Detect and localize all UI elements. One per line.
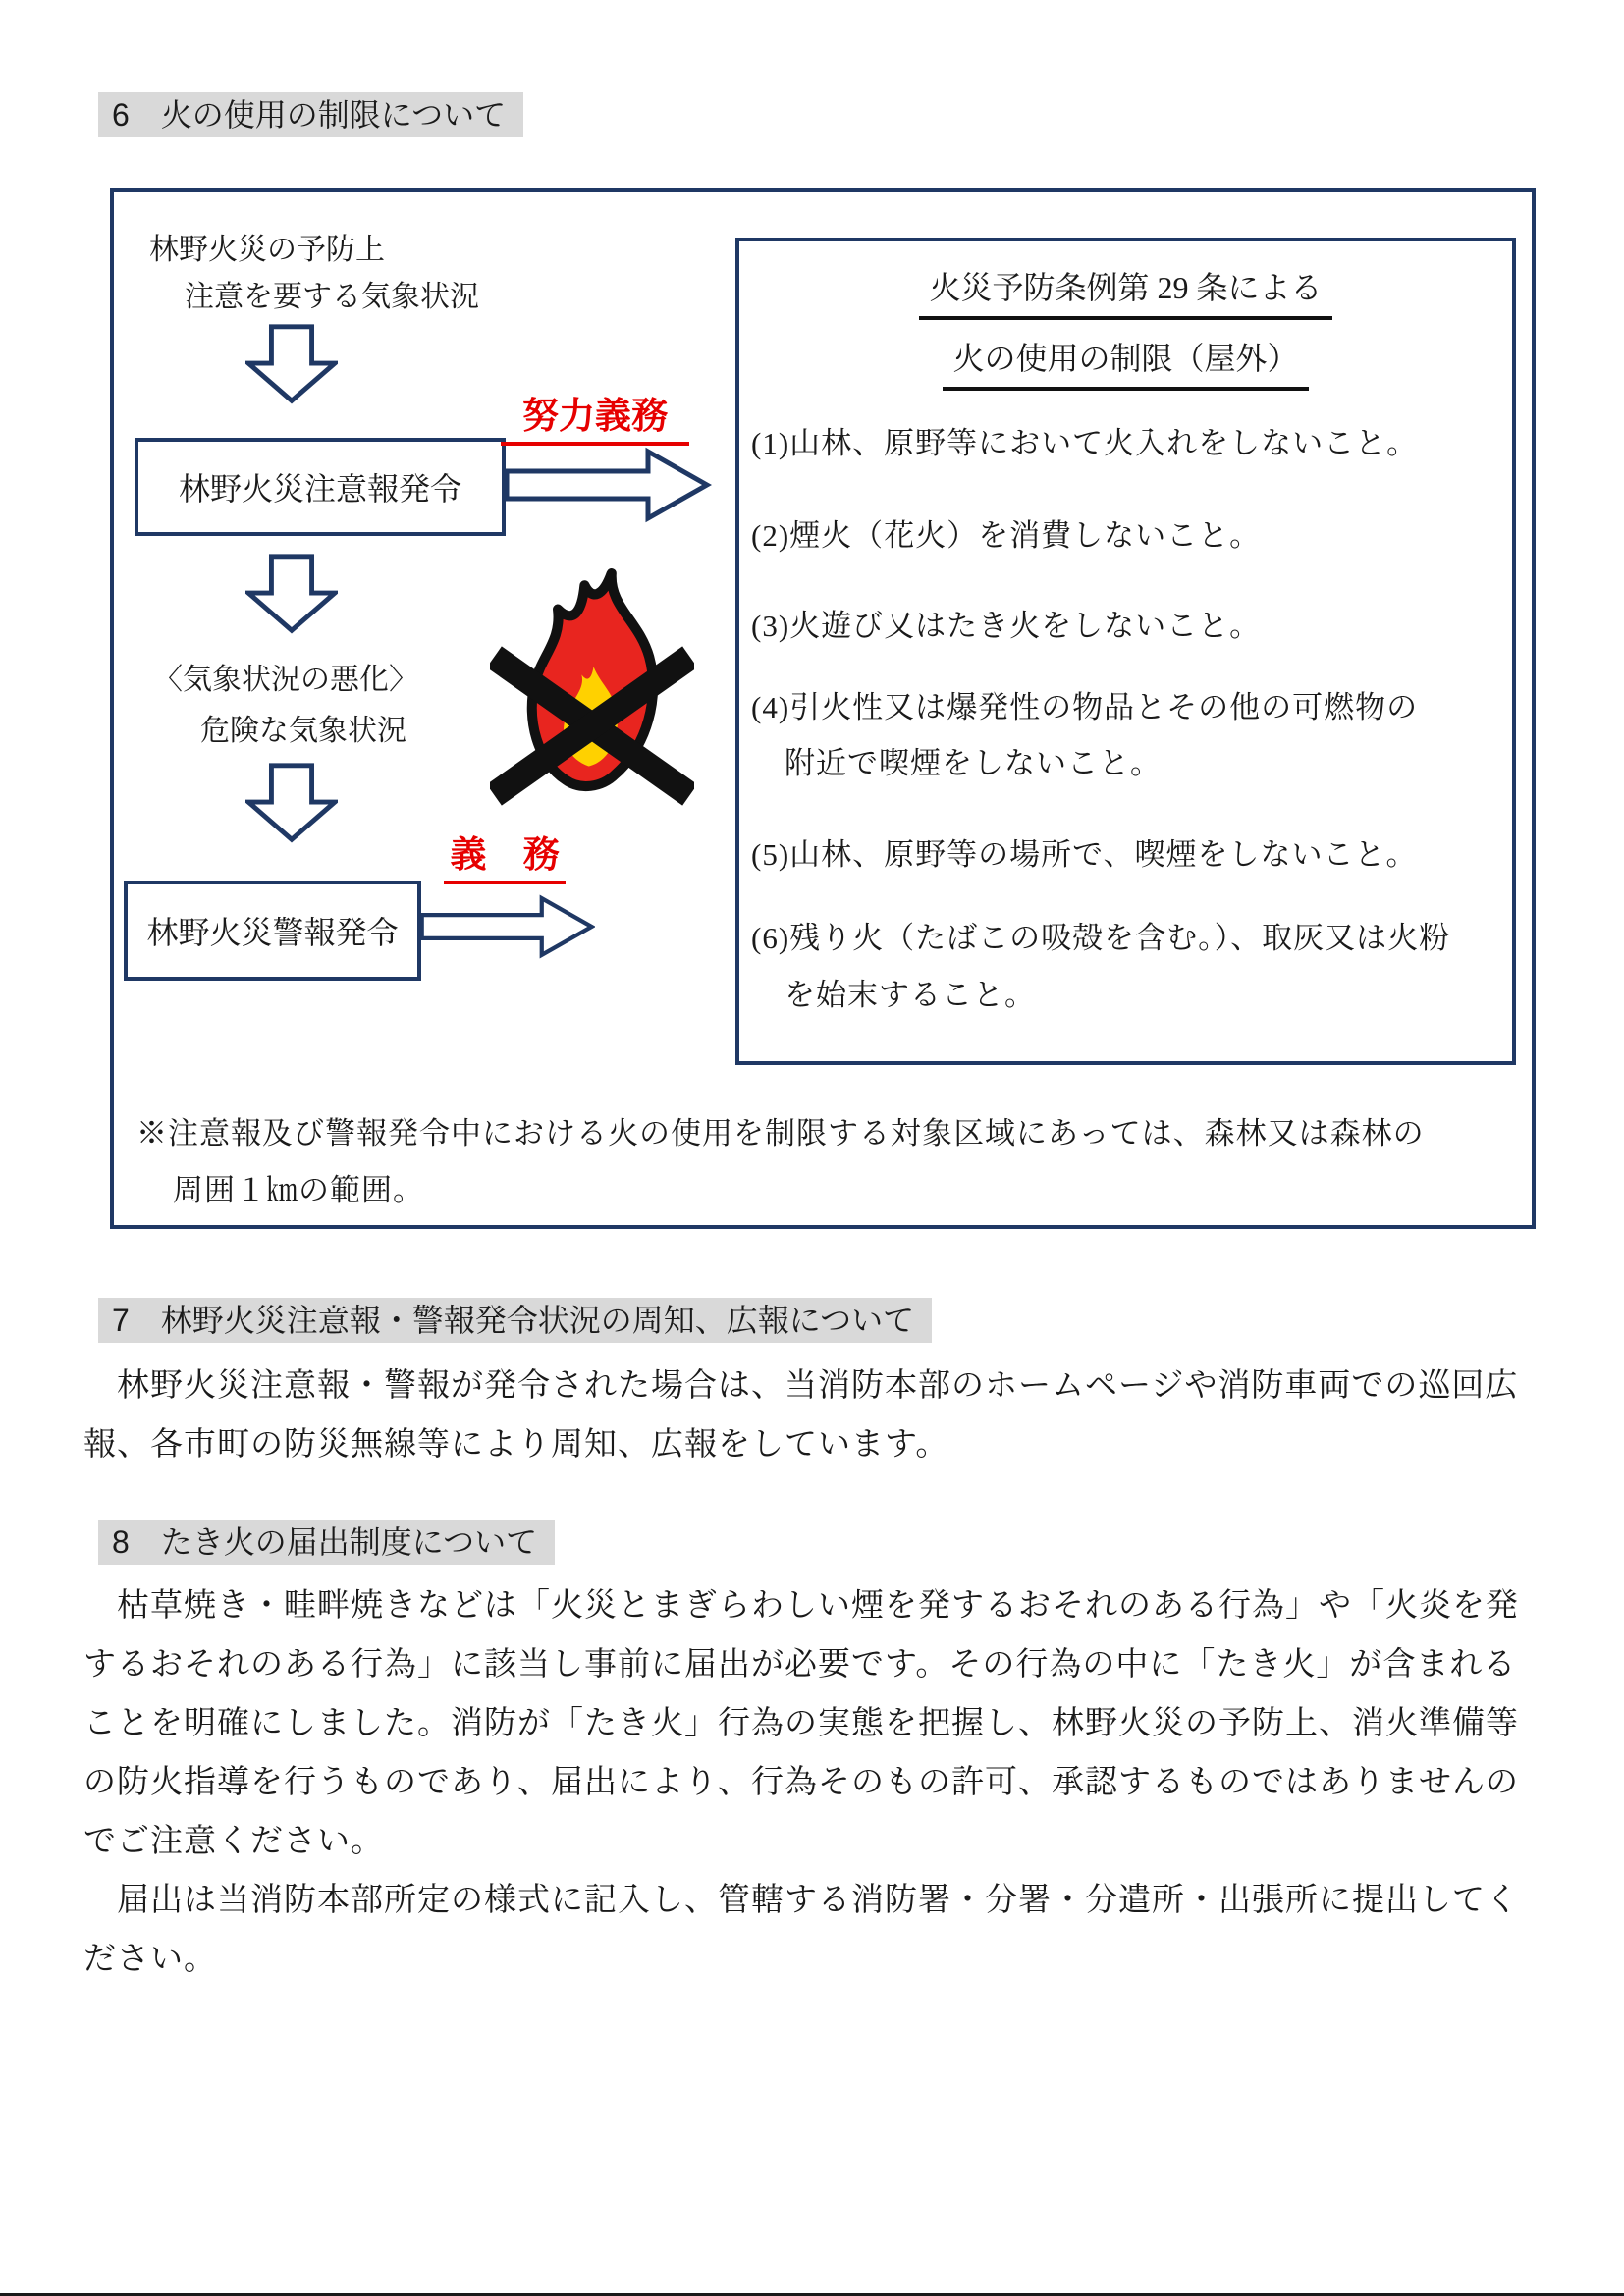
restrictions-title-line2 <box>739 334 1512 391</box>
restriction-item-2: (2)煙火（花火）を消費しないこと。 <box>751 518 1262 553</box>
section-8-heading: 8 たき火の届出制度について <box>98 1520 555 1565</box>
paragraph-line: の防火指導を行うものであり、届出により、行為そのもの許可、承認するものではありませんの <box>83 1765 1519 1800</box>
down-arrow-icon <box>245 554 338 634</box>
restriction-item-6: (6)残り火（たばこの吸殻を含む。）、取灰又は火粉 <box>751 921 1451 955</box>
weather-caution-text-line1: 林野火災の予防上 <box>149 234 385 266</box>
section-6-heading: 6 火の使用の制限について <box>98 92 523 137</box>
paragraph-line: するおそれのある行為」に該当し事前に届出が必要です。その行為の中に「たき火」が含まれる <box>83 1647 1517 1682</box>
right-arrow-icon <box>420 887 595 966</box>
paragraph-line: 林野火災注意報・警報が発令された場合は、当消防本部のホームページや消防車両での巡回広 <box>83 1368 1519 1404</box>
restriction-item-4-line2: 附近で喫煙をしないこと。 <box>785 746 1162 780</box>
restriction-item-1: (1)山林、原野等において火入れをしないこと。 <box>751 426 1419 460</box>
down-arrow-icon <box>245 324 338 404</box>
weather-caution-text-line2: 注意を要する気象状況 <box>185 281 479 313</box>
right-arrow-icon <box>504 446 712 524</box>
fire-restriction-diagram <box>110 188 1536 1229</box>
caution-report-box <box>135 438 506 536</box>
restrictions-title-line1 <box>739 263 1512 320</box>
restrictions-panel <box>735 238 1516 1065</box>
paragraph-line: ことを明確にしました。消防が「たき火」行為の実態を把握し、林野火災の予防上、消火準備等 <box>83 1706 1519 1741</box>
restriction-item-3: (3)火遊び又はたき火をしないこと。 <box>751 609 1262 643</box>
weather-worsen-text-line2: 危険な気象状況 <box>200 715 406 747</box>
no-fire-icon <box>490 563 694 807</box>
duty-label: 義 務 <box>444 833 566 884</box>
weather-worsen-text-line1: 〈気象状況の悪化〉 <box>153 664 418 696</box>
restriction-item-6-line2: を始末すること。 <box>785 978 1036 1012</box>
section-8-paragraph <box>83 1582 1546 1995</box>
section-7-paragraph <box>83 1362 1546 1480</box>
down-arrow-icon <box>245 763 338 843</box>
restrictions-title-text2: 火の使用の制限（屋外） <box>943 334 1308 391</box>
diagram-note-line1: ※注意報及び警報発令中における火の使用を制限する対象区域にあっては、森林又は森林の <box>136 1116 1425 1150</box>
restrictions-title-text1: 火災予防条例第 29 条による <box>919 263 1331 320</box>
warning-report-label: 林野火災警報発令 <box>146 915 399 950</box>
paragraph-line: でご注意ください。 <box>83 1824 384 1859</box>
paragraph-line: ださい。 <box>83 1942 217 1977</box>
warning-report-box <box>124 881 421 981</box>
paragraph-line: 報、各市町の防災無線等により周知、広報をしています。 <box>83 1427 949 1463</box>
restriction-item-5: (5)山林、原野等の場所で、喫煙をしないこと。 <box>751 837 1418 872</box>
effort-duty-label: 努力義務 <box>501 395 689 446</box>
section-7-heading: 7 林野火災注意報・警報発令状況の周知、広報について <box>98 1298 932 1343</box>
paragraph-line: 枯草焼き・畦畔焼きなどは「火災とまぎらわしい煙を発するおそれのある行為」や「火炎を発 <box>83 1588 1519 1624</box>
diagram-note-line2: 周囲１㎞の範囲。 <box>173 1173 424 1207</box>
paragraph-line: 届出は当消防本部所定の様式に記入し、管轄する消防署・分署・分遣所・出張所に提出してく <box>83 1883 1519 1918</box>
restriction-item-4: (4)引火性又は爆発性の物品とその他の可燃物の <box>751 690 1419 724</box>
caution-report-label: 林野火災注意報発令 <box>178 471 461 507</box>
